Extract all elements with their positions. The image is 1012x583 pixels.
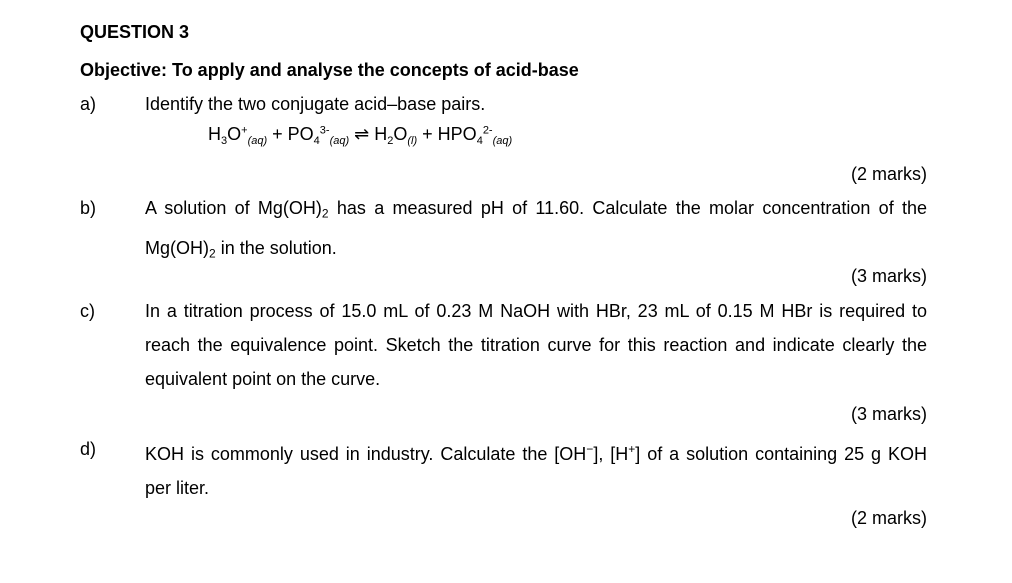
part-c-label: c) — [80, 301, 95, 321]
eq-hpo4-charge: 2- — [482, 124, 493, 137]
part-b-sub-1: 2 — [321, 206, 329, 221]
eq-state-l: (l) — [407, 134, 418, 147]
part-b-text-2: has a measured pH of 11.60. Calculate the molar concentration of the Mg(OH) — [145, 198, 928, 258]
chemical-equation — [208, 124, 512, 147]
eq-plus-1: + — [267, 124, 288, 144]
eq-plus-2: + — [417, 124, 438, 144]
part-b-sub-2: 2 — [209, 246, 216, 261]
part-b-marks: (3 marks) — [851, 266, 927, 286]
part-d-text — [145, 432, 927, 505]
eq-po4-sub: 4 — [313, 134, 320, 147]
part-b-text — [145, 191, 927, 270]
part-c-text: In a titration process of 15.0 mL of 0.23 M NaOH with HBr, 23 mL of 0.15 M HBr is required to reach the equivalence point. Sketch the titration curve for this reaction and indicate clearly the equivalent point on the curve. — [145, 301, 927, 389]
part-d-text-3: ] of a solution containing 25 g KOH per liter. — [145, 444, 927, 499]
eq-hpo4: HPO — [437, 124, 477, 144]
eq-h2o-h: H — [374, 124, 388, 144]
part-d-marks: (2 marks) — [851, 508, 927, 528]
part-d-text-2: ], [H — [593, 444, 629, 465]
part-c-marks: (3 marks) — [851, 404, 927, 424]
part-d-sup-2: + — [628, 442, 636, 456]
part-a-label: a) — [80, 94, 97, 114]
eq-state-aq-3: (aq) — [492, 134, 513, 147]
eq-po4: PO — [287, 124, 314, 144]
question-title: QUESTION 3 — [80, 22, 190, 42]
eq-h3o-o: O — [227, 124, 242, 144]
eq-h2o-o: O — [393, 124, 408, 144]
part-d-label: d) — [80, 439, 97, 459]
eq-hpo4-sub: 4 — [476, 134, 483, 147]
eq-h3o-charge: + — [241, 124, 248, 137]
eq-state-aq-1: (aq) — [247, 134, 268, 147]
part-d-sup-1: − — [586, 442, 594, 456]
objective-text: Objective: To apply and analyse the concepts of acid-base — [80, 60, 579, 80]
eq-equilibrium-arrow: ⇌ — [349, 124, 375, 144]
eq-state-aq-2: (aq) — [329, 134, 350, 147]
eq-h3o-sub: 3 — [221, 134, 228, 147]
part-d-text-1: KOH is commonly used in industry. Calculate the [OH — [145, 444, 587, 465]
part-a-marks: (2 marks) — [851, 164, 927, 184]
part-b-text-3: in the solution. — [215, 237, 337, 258]
part-b-text-1: A solution of Mg(OH) — [145, 198, 322, 218]
part-a-text: Identify the two conjugate acid–base pairs. — [145, 94, 486, 114]
part-b-label: b) — [80, 198, 97, 218]
eq-h2o-sub: 2 — [387, 134, 394, 147]
eq-h3o-h: H — [208, 124, 221, 144]
eq-po4-charge: 3- — [319, 124, 330, 137]
